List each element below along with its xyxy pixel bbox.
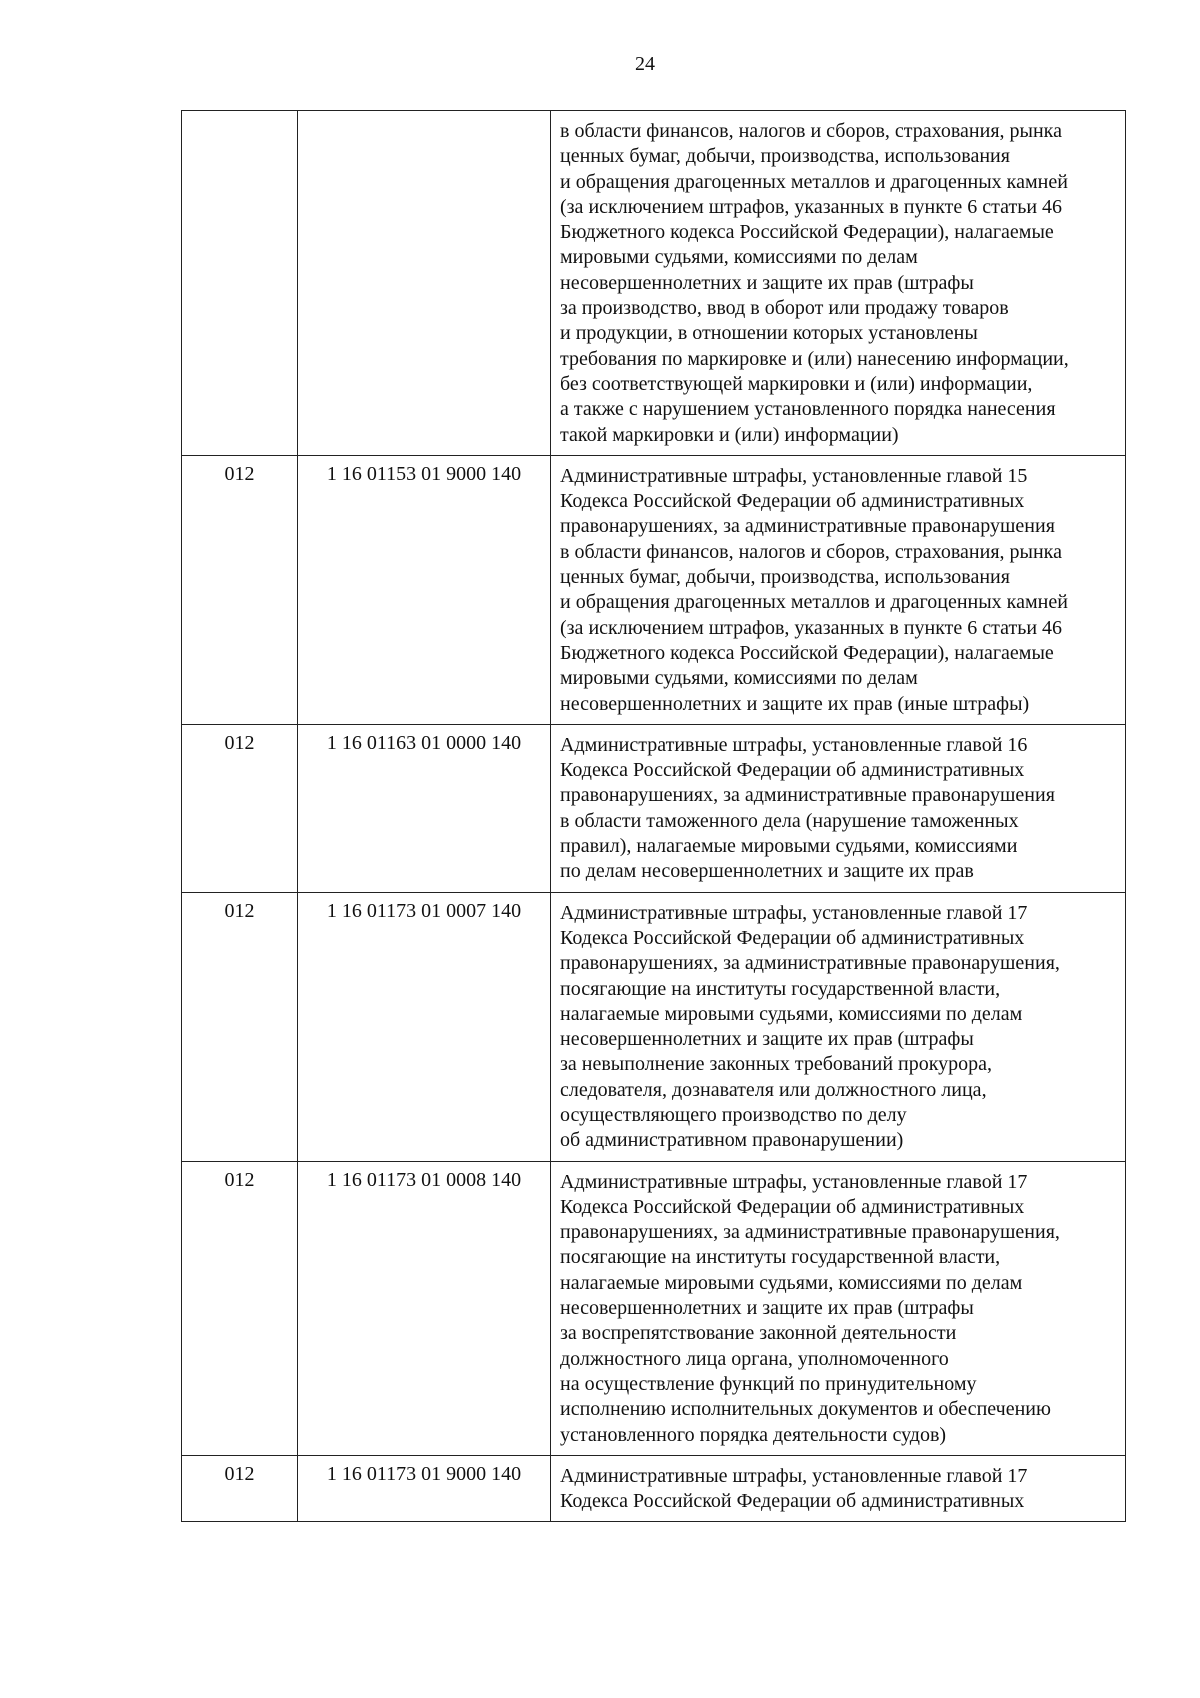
description-line: Кодекса Российской Федерации об административных — [560, 759, 1025, 782]
description-line: в области финансов, налогов и сборов, страхования, рынка — [560, 540, 1062, 563]
description-line: налагаемые мировыми судьями, комиссиями по делам — [560, 1002, 1023, 1025]
admin-code-cell: 012 — [182, 724, 298, 892]
kbk-code-cell: 1 16 01163 01 0000 140 — [298, 724, 551, 892]
description-line: ценных бумаг, добычи, производства, использования — [560, 145, 1010, 168]
admin-code-cell: 012 — [182, 1161, 298, 1455]
admin-code-cell — [182, 111, 298, 456]
description-line: Кодекса Российской Федерации об административных — [560, 926, 1025, 949]
description-cell — [551, 1161, 1126, 1455]
description-line: (за исключением штрафов, указанных в пункте 6 статьи 46 — [560, 195, 1063, 218]
table-row — [182, 1161, 1126, 1455]
description-cell — [551, 1455, 1126, 1522]
description-cell — [551, 892, 1126, 1161]
description-line: исполнению исполнительных документов и обеспечению — [560, 1398, 1051, 1421]
description-line: несовершеннолетних и защите их прав (штрафы — [560, 1297, 974, 1320]
description-line: Бюджетного кодекса Российской Федерации), налагаемые — [560, 641, 1054, 664]
description-line: правонарушениях, за административные правонарушения, — [560, 952, 1060, 975]
fines-table-body — [182, 111, 1126, 1522]
table-row — [182, 1455, 1126, 1522]
admin-code-cell: 012 — [182, 1455, 298, 1522]
description-line: за воспрепятствование законной деятельности — [560, 1322, 957, 1345]
fines-table — [181, 110, 1126, 1522]
description-line: требования по маркировке и (или) нанесению информации, — [560, 347, 1069, 370]
description-line: несовершеннолетних и защите их прав (иные штрафы) — [560, 692, 1030, 715]
description-line: должностного лица органа, уполномоченного — [560, 1347, 949, 1370]
description-line: Административные штрафы, установленные главой 15 — [560, 464, 1028, 487]
description-line: (за исключением штрафов, указанных в пункте 6 статьи 46 — [560, 616, 1063, 639]
description-line: следователя, дознавателя или должностного лица, — [560, 1078, 987, 1101]
description-line: в области финансов, налогов и сборов, страхования, рынка — [560, 120, 1062, 142]
kbk-code-cell — [298, 111, 551, 456]
description-line: Административные штрафы, установленные главой 17 — [560, 1464, 1028, 1487]
page-number: 24 — [635, 53, 655, 75]
description-line: правонарушениях, за административные правонарушения — [560, 515, 1055, 538]
description-line: за производство, ввод в оборот или продажу товаров — [560, 297, 1009, 320]
description-line: и обращения драгоценных металлов и драгоценных камней — [560, 591, 1068, 614]
description-line: Административные штрафы, установленные главой 16 — [560, 733, 1028, 756]
description-line: Административные штрафы, установленные главой 17 — [560, 1170, 1028, 1193]
description-line: в области таможенного дела (нарушение таможенных — [560, 809, 1019, 832]
description-line: правонарушениях, за административные правонарушения, — [560, 1221, 1060, 1244]
description-line: Административные штрафы, установленные главой 17 — [560, 901, 1028, 924]
description-line: без соответствующей маркировки и (или) информации, — [560, 372, 1033, 395]
description-line: Кодекса Российской Федерации об административных — [560, 1490, 1025, 1513]
description-line: несовершеннолетних и защите их прав (штрафы — [560, 1028, 974, 1051]
table-row — [182, 455, 1126, 724]
description-line: на осуществление функций по принудительному — [560, 1372, 977, 1395]
description-line: по делам несовершеннолетних и защите их прав — [560, 860, 974, 883]
description-line: а также с нарушением установленного порядка нанесения — [560, 398, 1056, 421]
description-line: такой маркировки и (или) информации) — [560, 423, 899, 446]
description-line: Кодекса Российской Федерации об административных — [560, 490, 1025, 513]
table-row — [182, 111, 1126, 456]
description-line: и продукции, в отношении которых установлены — [560, 322, 978, 345]
kbk-code-cell: 1 16 01173 01 0008 140 — [298, 1161, 551, 1455]
kbk-code-cell: 1 16 01153 01 9000 140 — [298, 455, 551, 724]
description-line: и обращения драгоценных металлов и драгоценных камней — [560, 170, 1068, 193]
description-line: ценных бумаг, добычи, производства, использования — [560, 566, 1010, 589]
description-line: правонарушениях, за административные правонарушения — [560, 784, 1055, 807]
description-line: об административном правонарушении) — [560, 1129, 904, 1152]
description-cell — [551, 111, 1126, 456]
description-line: мировыми судьями, комиссиями по делам — [560, 667, 918, 690]
description-line: установленного порядка деятельности судов) — [560, 1423, 947, 1446]
description-line: Кодекса Российской Федерации об административных — [560, 1195, 1025, 1218]
description-line: Бюджетного кодекса Российской Федерации), налагаемые — [560, 221, 1054, 244]
description-line: посягающие на институты государственной власти, — [560, 1246, 1001, 1269]
description-line: осуществляющего производство по делу — [560, 1103, 907, 1126]
description-line: налагаемые мировыми судьями, комиссиями по делам — [560, 1271, 1023, 1294]
admin-code-cell: 012 — [182, 455, 298, 724]
kbk-code-cell: 1 16 01173 01 9000 140 — [298, 1455, 551, 1522]
description-line: правил), налагаемые мировыми судьями, комиссиями — [560, 835, 1018, 858]
description-cell — [551, 455, 1126, 724]
description-line: мировыми судьями, комиссиями по делам — [560, 246, 918, 269]
table-row — [182, 892, 1126, 1161]
description-line: за невыполнение законных требований прокурора, — [560, 1053, 993, 1076]
table-row — [182, 724, 1126, 892]
description-line: посягающие на институты государственной власти, — [560, 977, 1001, 1000]
description-line: несовершеннолетних и защите их прав (штрафы — [560, 271, 974, 294]
kbk-code-cell: 1 16 01173 01 0007 140 — [298, 892, 551, 1161]
description-cell — [551, 724, 1126, 892]
admin-code-cell: 012 — [182, 892, 298, 1161]
